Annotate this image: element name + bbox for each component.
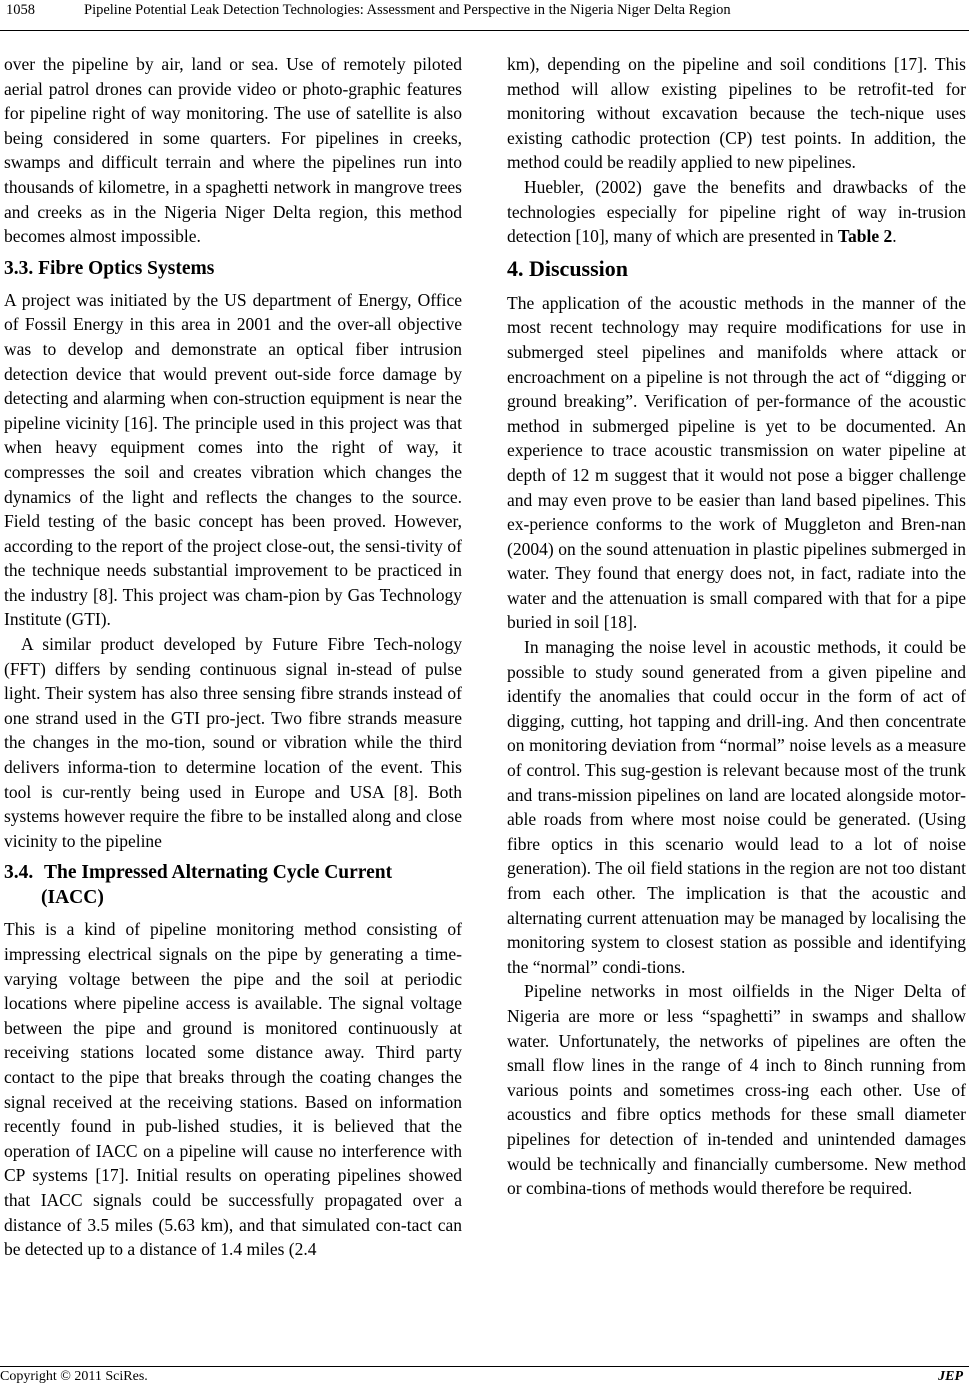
section-number: 3.4. — [4, 862, 34, 884]
paragraph-end: . — [892, 226, 897, 247]
right-column — [507, 52, 966, 1201]
copyright-notice: Copyright © 2011 SciRes. — [0, 1369, 148, 1384]
paragraph: A project was initiated by the US department of Energy, Office of Fossil Energy in this area in 2001 and the over-all objective was to develop and demonstrate an optical fiber intrusion detection device that would prevent out-side force damage by detecting and alarming when con-struction equipment is near the pipeline vicinity [16]. The principle used in this project was that when heavy equipment comes into the right of way, it compresses the soil and creates vibration which changes the dynamics of the light and reflects the changes to the source. Field testing of the basic concept has been proved. However, according to the report of the project close-out, the sensi-tivity of the technique needs substantial improvement to be practiced in the industry [8]. This project was cham-pion by Gas Technology Institute (GTI). — [4, 289, 462, 630]
paragraph: This is a kind of pipeline monitoring method consisting of impressing electrical signals on the pipe by generating a time-varying voltage between the pipe and the soil at periodic locations where pipeline access is available. The signal voltage between the pipe and ground is monitored continuously at receiving stations located some distance away. Third party contact to the pipe that breaks through the coating changes the signal received at the receiving stations. Based on information recently found in pub-lished studies, it is believed that the operation of IACC on a pipeline will cause no interference with CP systems [17]. Initial results on operating pipelines showed that IACC signals could be successfully propagated over a distance of 3.5 miles (5.63 km), and that simulated con-tact can be detected up to a distance of 1.4 miles (2.4 — [4, 919, 462, 1260]
running-title: Pipeline Potential Leak Detection Technologies: Assessment and Perspective in the Nigeria Niger Delta Region — [84, 2, 731, 18]
section-title-line-2: (IACC) — [41, 887, 104, 909]
section-heading-3-3: 3.3. Fibre Optics Systems — [4, 257, 215, 279]
footer-divider — [0, 1366, 969, 1367]
paragraph: The application of the acoustic methods in the manner of the most recent technology may require modifications for use in submerged steel pipelines and manifolds where attack or encroachment on a pipeline is not through the act of “digging or ground breaking”. Verification of per-formance of the acoustic method in submerged pipeline is yet to be documented. An experience to trace acoustic transmission on water pipeline at depth of 12 m suggest that it would not pose a bigger challenge and may even prove to be easier than land based pipelines. This ex-perience conforms to the work of Muggleton and Bren-nan (2004) on the sound attenuation in plastic pipelines submerged in water. They found that energy does not, in fact, radiate into the water and the attenuation is small compared with that for a pipe buried in soil [18]. — [507, 292, 966, 633]
paragraph — [507, 175, 966, 249]
table-reference-link[interactable]: Table 2 — [837, 226, 893, 247]
paragraph: over the pipeline by air, land or sea. Use of remotely piloted aerial patrol drones can provide video or photo-graphic features for pipeline right of way monitoring. The use of satellite is also being considered in some quarters. For pipelines in creeks, swamps and difficult terrain and where the pipelines run into thousands of kilometre, in a spaghetti network in mangrove trees and creeks as in the Nigeria Niger Delta region, this method becomes almost impossible. — [4, 54, 462, 247]
paragraph-text: Huebler, (2002) gave the benefits and drawbacks of the technologies especially for pipeline right of way in-trusion detection [10], many of which are presented in — [507, 176, 966, 247]
page-header — [0, 0, 969, 31]
left-column — [4, 52, 462, 1262]
section-heading-4: 4. Discussion — [507, 255, 629, 281]
paragraph: A similar product developed by Future Fibre Tech-nology (FFT) differs by sending continuous signal in-stead of pulse light. Their system has also three sensing fibre strands instead of one strand used in the GTI pro-ject. Two fibre strands measure the changes in the mo-tion, sound or vibration while the third delivers informa-tion to determine location of the event. This tool is cur-rently being used in Europe and USA [8]. Both systems however require the fibre to be installed along and close vicinity to the pipeline — [4, 634, 462, 851]
section-heading-3-4 — [4, 860, 462, 910]
paragraph: km), depending on the pipeline and soil conditions [17]. This method will allow existing pipelines to be retrofit-ted for monitoring without excavation because the tech-nique uses existing cathodic protection (CP) test points. In addition, the method could be readily applied to new pipelines. — [507, 54, 966, 173]
journal-abbreviation: JEP — [938, 1369, 963, 1384]
page-number: 1058 — [6, 2, 35, 18]
section-title-line-1: The Impressed Alternating Cycle Current — [44, 862, 393, 884]
paragraph: Pipeline networks in most oilfields in the Niger Delta of Nigeria are more or less “spaghetti” in swamps and shallow water. Unfortunately, the networks of pipelines are often the small flow lines in the range of 4 inch to 8inch running from various points and sometimes cross-ing each other. Use of acoustics and fibre optics methods for these small diameter pipelines for detection of in-tended and unintended damages would be technically and financially cumbersome. New method or combina-tions of methods would therefore be required. — [507, 981, 966, 1199]
paragraph: In managing the noise level in acoustic methods, it could be possible to study sound generated from a given pipeline and identify the anomalies that could occur in the form of act of digging, cutting, hot tapping and drill-ing. And then concentrate on monitoring deviation from “normal” noise levels as a measure of control. This sug-gestion is relevant because most of the trunk and trans-mission pipelines on land are located alongside motor-able roads from where most noise could be generated. (Using fibre optics in this scenario would lead to a lot of noise generation). The oil field stations in the region are not too distant from each other. The implication is that the acoustic and alternating current attenuation may be managed by localising the monitoring system to closest station as possible and identifying the “normal” condi-tions. — [507, 637, 966, 977]
